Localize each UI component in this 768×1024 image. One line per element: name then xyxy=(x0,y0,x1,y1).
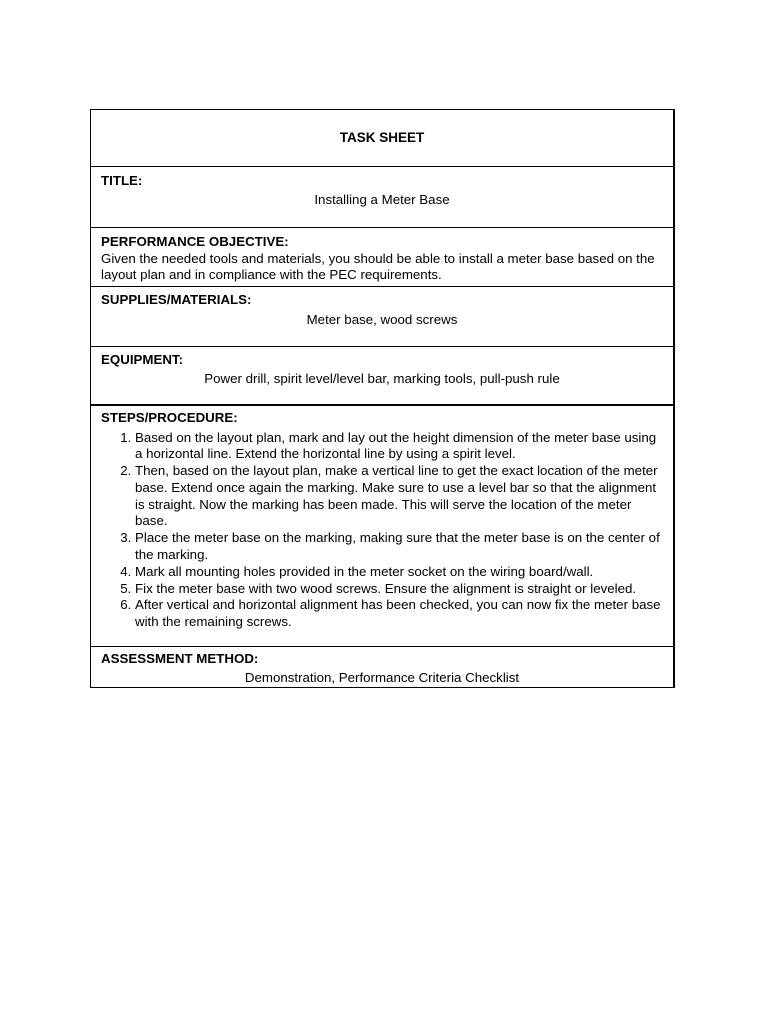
steps-row xyxy=(91,406,673,647)
supplies-label: SUPPLIES/MATERIALS: xyxy=(101,292,252,307)
steps-list xyxy=(101,430,663,632)
assessment-row xyxy=(91,647,673,687)
task-sheet-heading-row xyxy=(91,110,673,167)
equipment-value: Power drill, spirit level/level bar, marking tools, pull-push rule xyxy=(204,370,560,386)
title-label: TITLE: xyxy=(101,173,143,188)
step-item: 2. Then, based on the layout plan, make a vertical line to get the exact location of the meter base. Extend once again the marking. Make sure to use a level bar so that the alignment is straight. Now the marking has been made. This will serve the location of the meter base. xyxy=(135,463,663,530)
step-item: 1. Based on the layout plan, mark and lay out the height dimension of the meter base using a horizontal line. Extend the horizontal line by using a spirit level. xyxy=(135,430,663,464)
title-value: Installing a Meter Base xyxy=(314,191,450,207)
task-sheet-heading: TASK SHEET xyxy=(339,129,425,145)
equipment-label: EQUIPMENT: xyxy=(101,352,184,367)
performance-objective-label: PERFORMANCE OBJECTIVE: xyxy=(101,234,289,249)
step-item: 3. Place the meter base on the marking, making sure that the meter base is on the center of the marking. xyxy=(135,530,663,564)
step-item: 4. Mark all mounting holes provided in the meter socket on the wiring board/wall. xyxy=(135,564,663,581)
title-row xyxy=(91,167,673,228)
performance-objective-row xyxy=(91,228,673,287)
task-sheet-table xyxy=(90,109,675,688)
step-item: 6. After vertical and horizontal alignment has been checked, you can now fix the meter base with the remaining screws. xyxy=(135,597,663,631)
assessment-value: Demonstration, Performance Criteria Checklist xyxy=(244,669,520,685)
steps-label: STEPS/PROCEDURE: xyxy=(101,410,238,425)
step-item: 5. Fix the meter base with two wood screws. Ensure the alignment is straight or leveled. xyxy=(135,581,663,598)
supplies-row xyxy=(91,287,673,347)
assessment-label: ASSESSMENT METHOD: xyxy=(101,651,259,666)
performance-objective-text: Given the needed tools and materials, you should be able to install a meter base based on the layout plan and in compliance with the PEC requirements. xyxy=(101,250,655,282)
supplies-value: Meter base, wood screws xyxy=(306,311,458,327)
equipment-row xyxy=(91,347,673,406)
